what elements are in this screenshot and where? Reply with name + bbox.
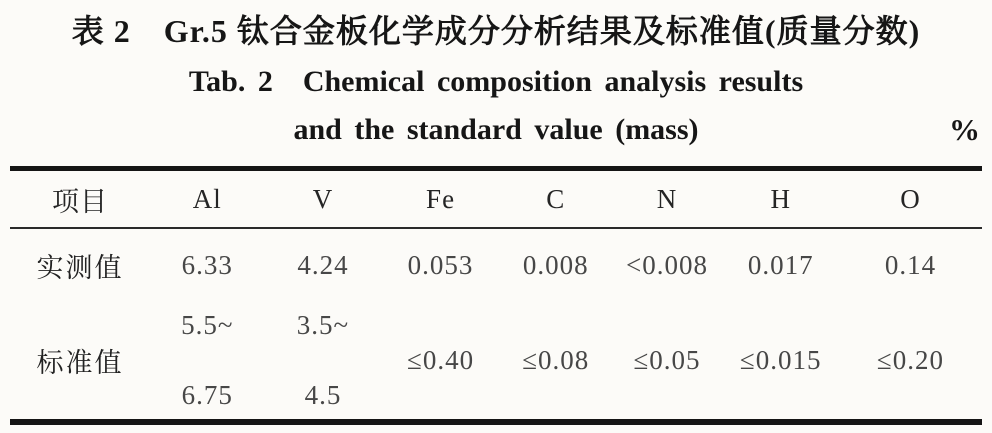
measured-h: 0.017 <box>747 249 814 280</box>
standard-o-limit: ≤0.20 <box>876 344 944 375</box>
standard-al-range-min: 5.5~ <box>181 310 234 340</box>
measured-fe: 0.053 <box>407 249 474 280</box>
standard-c-limit: ≤0.08 <box>522 344 590 375</box>
chemical-composition-table <box>10 166 982 425</box>
row-label-measured: 实测值 <box>36 252 124 283</box>
standard-al-range <box>150 311 265 409</box>
standard-v-range-max: 4.5 <box>304 380 342 410</box>
table-caption-english-line2-row <box>0 110 992 150</box>
measured-al: 6.33 <box>181 249 233 280</box>
header-cell-fe: Fe <box>426 183 456 214</box>
header-cell-o: O <box>900 183 921 214</box>
header-cell-item: 项目 <box>51 186 108 217</box>
header-cell-h: H <box>770 183 791 214</box>
header-cell-al: Al <box>192 183 222 214</box>
table-caption-english-line2: and the standard value (mass) <box>293 113 699 146</box>
standard-al-range-max: 6.75 <box>181 380 233 410</box>
measured-v: 4.24 <box>297 249 349 280</box>
table-caption-english-line1: Tab. 2 Chemical composition analysis results <box>188 65 804 98</box>
unit-percent-label: % <box>949 112 980 147</box>
table-caption-chinese: 表 2 Gr.5 钛合金板化学成分分析结果及标准值(质量分数) <box>71 13 921 49</box>
header-cell-v: V <box>312 183 334 214</box>
standard-h-limit: ≤0.015 <box>739 344 822 375</box>
row-label-standard: 标准值 <box>36 347 124 378</box>
measured-n: <0.008 <box>626 249 708 280</box>
header-cell-n: N <box>656 183 678 214</box>
standard-v-range <box>265 311 382 409</box>
measured-o: 0.14 <box>884 249 937 280</box>
standard-n-limit: ≤0.05 <box>633 344 701 375</box>
table-header-row <box>10 171 982 229</box>
measured-values-row <box>10 229 982 301</box>
standard-v-range-min: 3.5~ <box>296 310 350 340</box>
standard-values-row <box>10 301 982 419</box>
measured-c: 0.008 <box>522 249 589 280</box>
header-cell-c: C <box>546 183 566 214</box>
standard-fe-limit: ≤0.40 <box>407 344 475 375</box>
